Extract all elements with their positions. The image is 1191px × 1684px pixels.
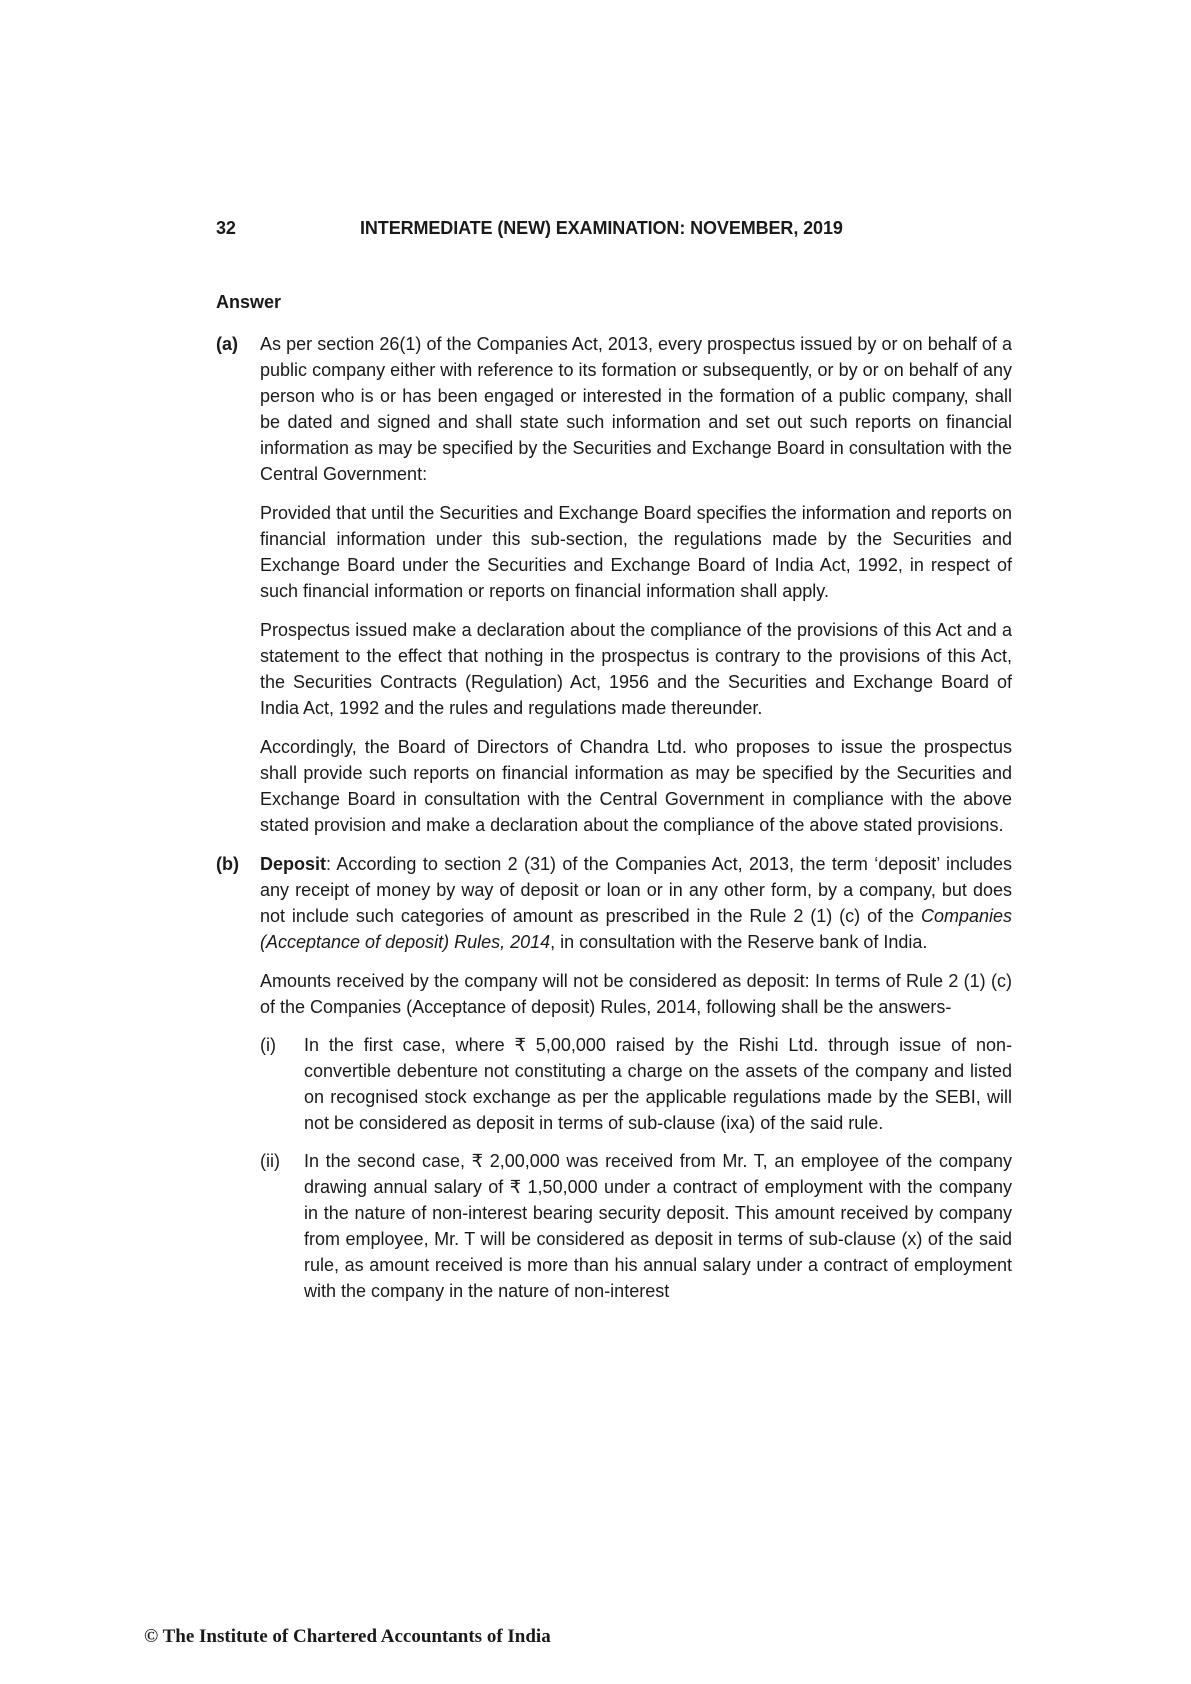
part-b-label: (b): [216, 854, 239, 874]
sub-item-ii: [260, 1148, 1012, 1304]
sub-item-label: (ii): [260, 1151, 280, 1171]
definition-text-end: , in consultation with the Reserve bank of India.: [550, 932, 928, 952]
answer-body: [216, 331, 1012, 1316]
part-a-paragraph: Accordingly, the Board of Directors of Chandra Ltd. who proposes to issue the prospectus shall provide such reports on financial information as may be specified by the Securities and Exchange Board in consultation with the Central Government in compliance with the above stated provision and make a declaration about the compliance of the above stated provisions.: [260, 737, 1012, 835]
deposit-term: Deposit: [260, 854, 327, 874]
sub-item-i: [260, 1032, 1012, 1136]
page-number: 32: [216, 218, 236, 238]
part-a-paragraph: Provided that until the Securities and Exchange Board specifies the information and reports on financial information under this sub-section, the regulations made by the Securities and Exchange Board under the Securities and Exchange Board of India Act, 1992, in respect of such financial information or reports on financial information shall apply.: [260, 503, 1012, 601]
part-a-label: (a): [216, 334, 238, 354]
rules-name: Companies (Acceptance of deposit) Rules, 2014: [260, 906, 1012, 952]
sub-item-text: In the second case, ₹ 2,00,000 was received from Mr. T, an employee of the company drawing annual salary of ₹ 1,50,000 under a contract of employment with the company in the nature of non-interest bearing security deposit. This amount received by company from employee, Mr. T will be considered as deposit in terms of sub-clause (x) of the said rule, as amount received is more than his annual salary under a contract of employment with the company in the nature of non-interest: [304, 1151, 1012, 1301]
part-b-definition: [260, 851, 1012, 955]
page-header: [216, 218, 1016, 242]
copyright-footer: © The Institute of Chartered Accountants of India: [144, 1626, 551, 1647]
sub-item-label: (i): [260, 1035, 276, 1055]
part-a-paragraph: Prospectus issued make a declaration about the compliance of the provisions of this Act and a statement to the effect that nothing in the prospectus is contrary to the provisions of this Act, the Securities Contracts (Regulation) Act, 1956 and the Securities and Exchange Board of India Act, 1992 and the rules and regulations made thereunder.: [260, 620, 1012, 718]
part-a-paragraph: As per section 26(1) of the Companies Act, 2013, every prospectus issued by or on behalf of a public company either with reference to its formation or subsequently, or by or on behalf of any person who is or has been engaged or interested in the formation of a public company, shall be dated and signed and shall state such information and set out such reports on financial information as may be specified by the Securities and Exchange Board in consultation with the Central Government:: [260, 334, 1012, 484]
sub-item-text: In the first case, where ₹ 5,00,000 raised by the Rishi Ltd. through issue of non-convertible debenture not constituting a charge on the assets of the company and listed on recognised stock exchange as per the applicable regulations made by the SEBI, will not be considered as deposit in terms of sub-clause (ixa) of the said rule.: [304, 1035, 1012, 1133]
part-b-paragraph: Amounts received by the company will not be considered as deposit: In terms of Rule 2 (1) (c) of the Companies (Acceptance of deposit) Rules, 2014, following shall be the answers-: [260, 971, 1012, 1017]
definition-text: : According to section 2 (31) of the Companies Act, 2013, the term ‘deposit’ includes any receipt of money by way of deposit or loan or in any other form, by a company, but does not include such categories of amount as prescribed in the Rule 2 (1) (c) of the: [260, 854, 1012, 926]
part-a: [216, 331, 1012, 838]
answer-heading: Answer: [216, 292, 282, 312]
exam-title: INTERMEDIATE (NEW) EXAMINATION: NOVEMBER, 2019: [360, 218, 843, 238]
part-b: [216, 851, 1012, 1304]
